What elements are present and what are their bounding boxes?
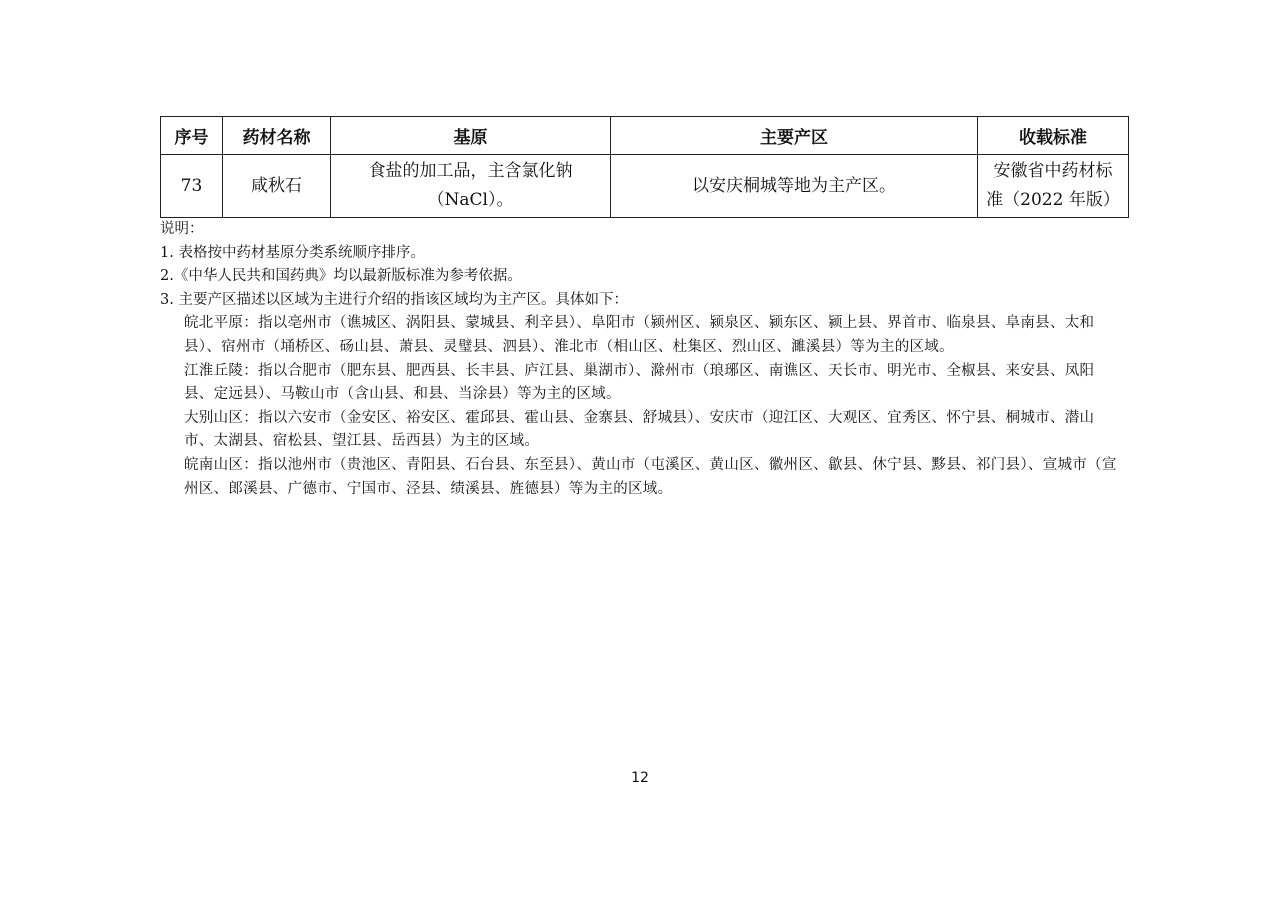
cell-index: 73 (161, 155, 223, 218)
region-dabie-mountains: 大别山区：指以六安市（金安区、裕安区、霍邱县、霍山县、金寨县、舒城县）、安庆市（迎江区、大观区、宜秀区、怀宁县、桐城市、潜山市、太湖县、宿松县、望江县、岳西县）为主的区域。 (184, 409, 1095, 450)
header-origin: 基原 (331, 117, 611, 155)
cell-standard: 安徽省中药材标准（2022 年版） (978, 155, 1129, 218)
header-main-region: 主要产区 (611, 117, 978, 155)
cell-origin: 食盐的加工品，主含氯化钠（NaCl）。 (331, 155, 611, 218)
note-item-2: 2.《中华人民共和国药典》均以最新版标准为参考依据。 (160, 268, 522, 285)
note-item-1: 1. 表格按中药材基原分类系统顺序排序。 (160, 244, 425, 261)
table-row (161, 155, 1129, 218)
header-standard: 收载标准 (978, 117, 1129, 155)
notes-heading: 说明： (160, 221, 204, 237)
region-south-mountains: 皖南山区：指以池州市（贵池区、青阳县、石台县、东至县）、黄山市（屯溪区、黄山区、徽州区、歙县、休宁县、黟县、祁门县）、宣城市（宣州区、郎溪县、广德市、宁国市、泾县、绩溪县、旌德县）等为主的区域。 (184, 456, 1117, 497)
cell-main-region: 以安庆桐城等地为主产区。 (611, 155, 978, 218)
note-item-3: 3. 主要产区描述以区域为主进行介绍的指该区域均为主产区。具体如下： (160, 291, 628, 308)
region-north-plain: 皖北平原：指以亳州市（谯城区、涡阳县、蒙城县、利辛县）、阜阳市（颍州区、颍泉区、颍东区、颍上县、界首市、临泉县、阜南县、太和县）、宿州市（埇桥区、砀山县、萧县、灵璧县、泗县）、淮北市（相山区、杜集区、烈山区、濉溪县）等为主的区域。 (184, 315, 1095, 355)
herb-table (160, 116, 1129, 218)
notes-section (160, 218, 1120, 501)
region-descriptions (160, 312, 1120, 501)
header-index: 序号 (161, 117, 223, 155)
region-jianghuai-hills: 江淮丘陵：指以合肥市（肥东县、肥西县、长丰县、庐江县、巢湖市）、滁州市（琅琊区、南谯区、天长市、明光市、全椒县、来安县、凤阳县、定远县）、马鞍山市（含山县、和县、当涂县）等为主的区域。 (184, 362, 1095, 403)
header-herb-name: 药材名称 (223, 117, 331, 155)
page-number: 12 (631, 770, 649, 786)
table-header-row (161, 117, 1129, 155)
cell-herb-name: 咸秋石 (223, 155, 331, 218)
